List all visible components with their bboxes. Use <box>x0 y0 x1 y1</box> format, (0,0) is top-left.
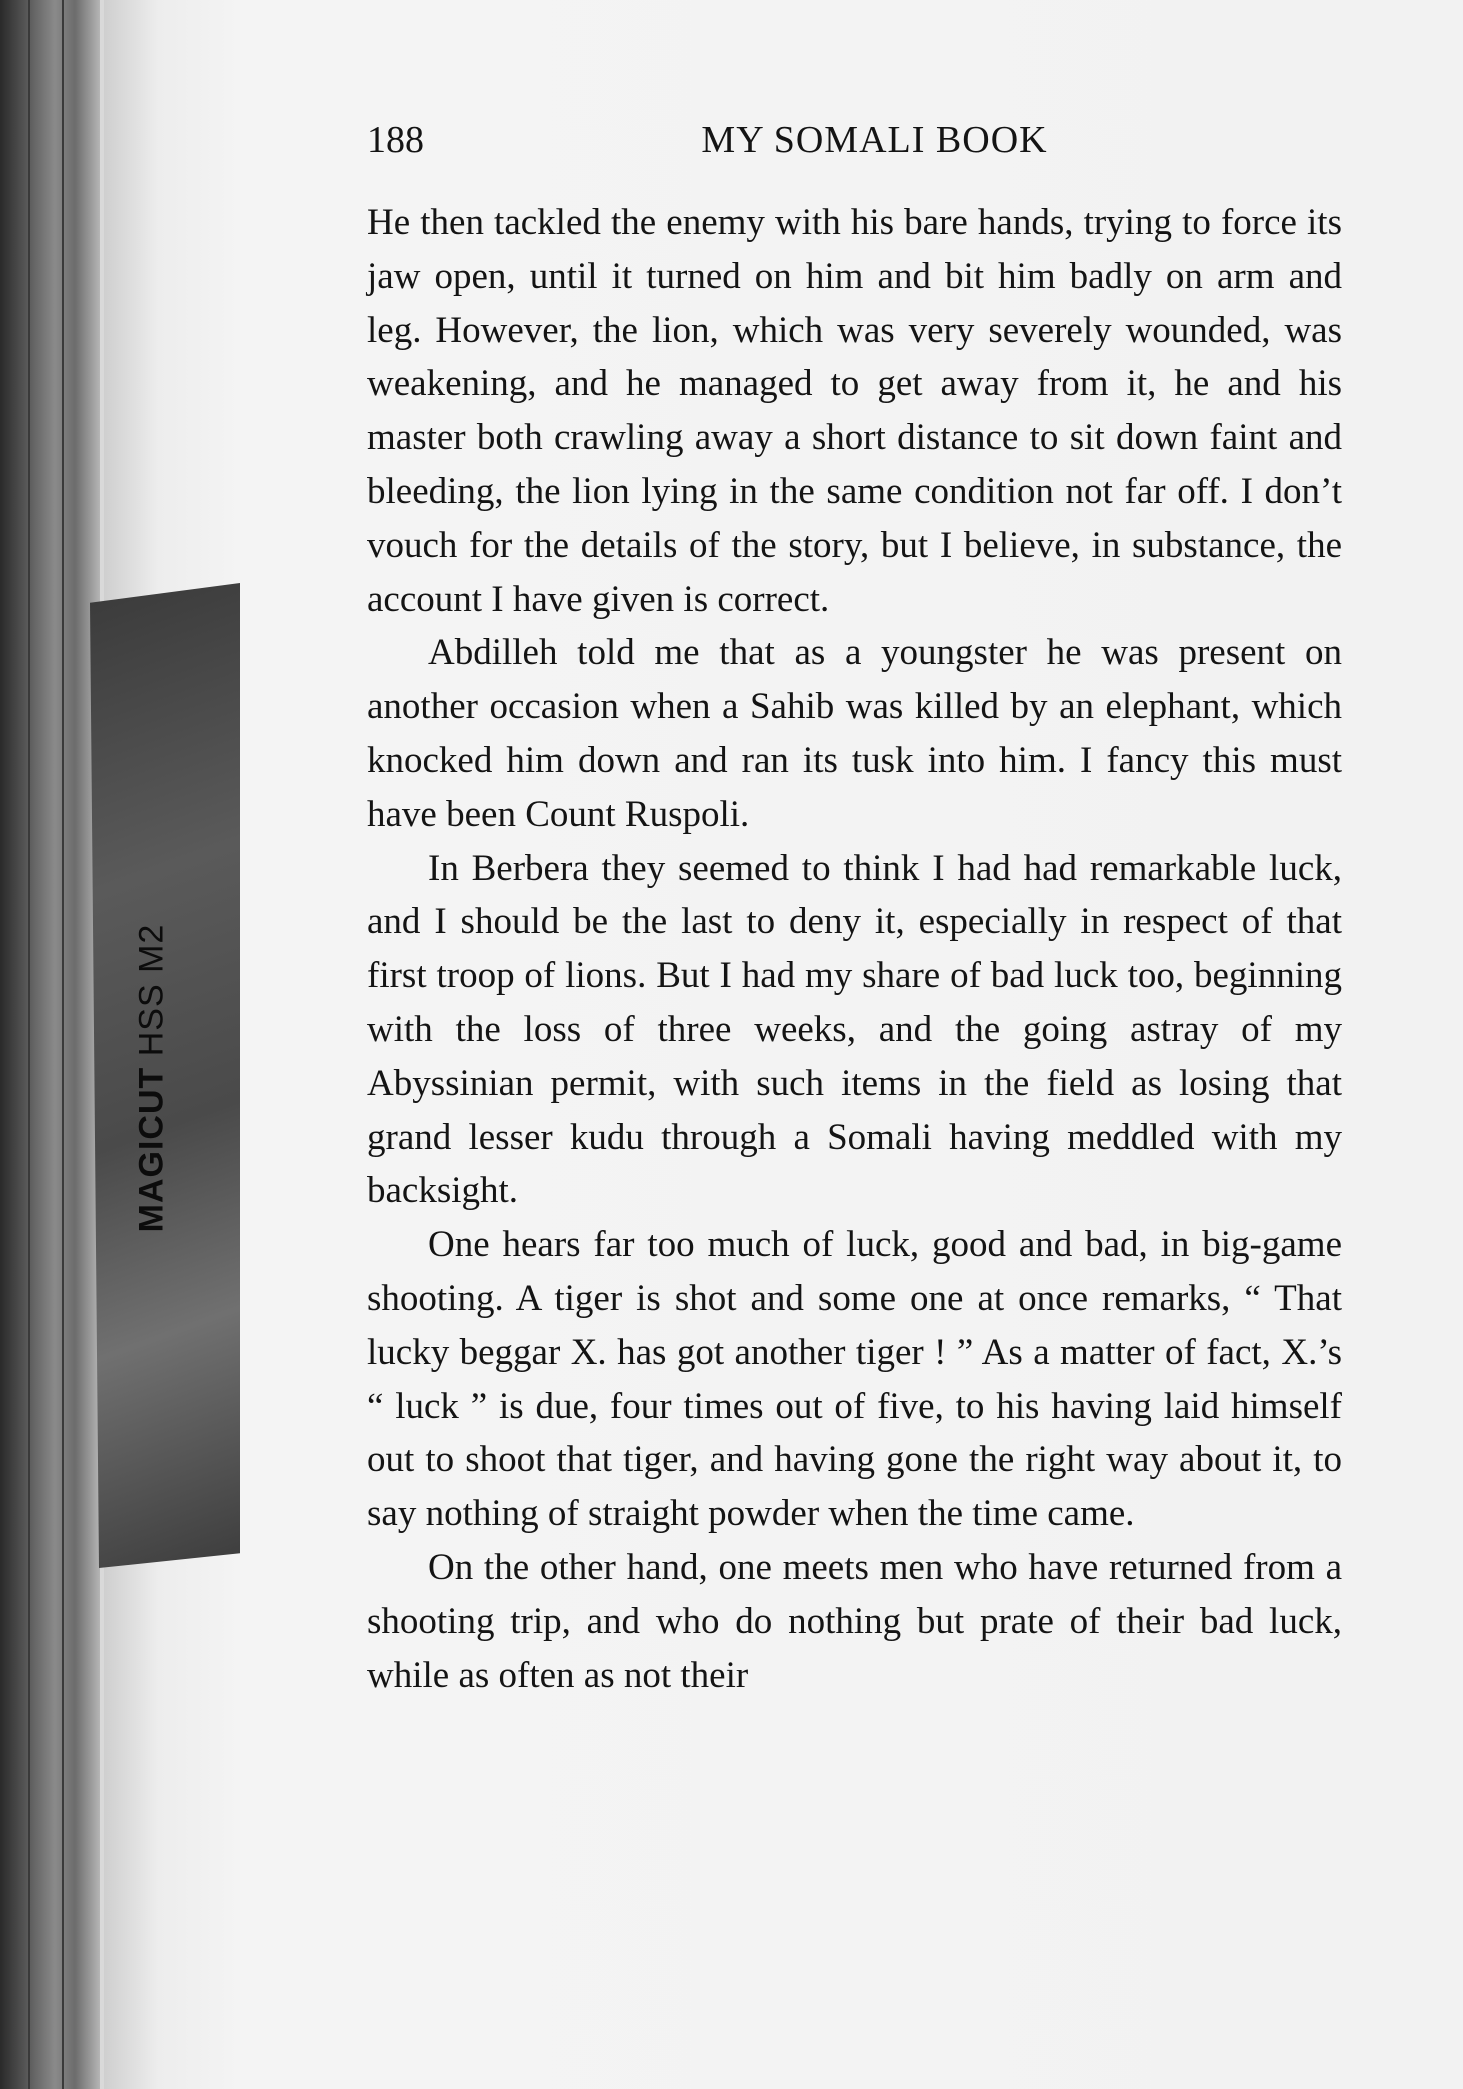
book-title: MY SOMALI BOOK <box>701 119 1048 161</box>
gutter-line <box>28 0 30 2089</box>
paragraph: Abdilleh told me that as a youngster he was present on another occasion when a Sahib was killed by an elephant, which knocked him down and ran its tusk into him. I fancy this must have been Count Ruspoli. <box>367 632 1342 835</box>
bookmark-brand: MAGICUT <box>132 1066 171 1233</box>
paragraph: One hears far too much of luck, good and bad, in big-game shooting. A tiger is shot and some one at once remarks, “ That lucky beggar X. has got another tiger ! ” As a matter of fact, X.’s “ luck ” is due, four times out of five, to his having laid himself out to shoot that tiger, and having gone the right way about it, to say nothing of straight powder when the time came. <box>367 1224 1342 1535</box>
page-gutter <box>0 0 100 2089</box>
body-text <box>367 196 1342 1702</box>
paragraph: He then tackled the enemy with his bare hands, trying to force its jaw open, until it turned on him and bit him badly on arm and leg. However, the lion, which was very severely wounded, was weakening, and he managed to get away from it, he and his master both crawling away a short distance to sit down faint and bleeding, the lion lying in the same condition not far off. I don’t vouch for the details of the story, but I believe, in substance, the account I have given is correct. <box>367 202 1342 620</box>
paragraph: On the other hand, one meets men who have returned from a shooting trip, and who do nothing but prate of their bad luck, while as often as not their <box>367 1546 1342 1696</box>
running-head <box>367 118 1342 174</box>
page-number: 188 <box>367 119 424 161</box>
bookmark-model: HSS M2 <box>132 923 171 1057</box>
gutter-line <box>62 0 64 2089</box>
bookmark-label <box>133 924 172 1233</box>
paragraph: In Berbera they seemed to think I had had remarkable luck, and I should be the last to deny it, especially in respect of that first troop of lions. But I had my share of bad luck too, beginning with the loss of three weeks, and the going astray of my Abyssinian permit, with such items in the field as losing that grand lesser kudu through a Somali having meddled with my backsight. <box>367 847 1342 1212</box>
